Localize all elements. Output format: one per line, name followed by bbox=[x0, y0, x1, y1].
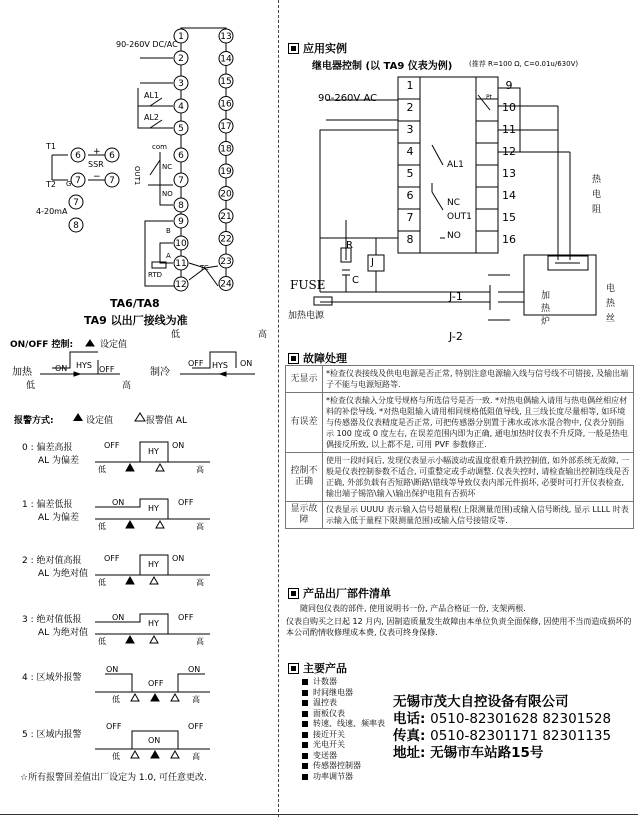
svg-text:高: 高 bbox=[192, 695, 200, 704]
svg-text:22: 22 bbox=[220, 234, 232, 245]
com-label: com bbox=[152, 143, 167, 151]
product-item bbox=[302, 698, 385, 709]
out1-label: OUT1 bbox=[133, 166, 141, 186]
product-label: 面板仪表 bbox=[313, 708, 345, 718]
bullet-icon bbox=[302, 742, 308, 748]
app-terminal-4: 4 bbox=[406, 145, 414, 158]
bullet-icon bbox=[302, 753, 308, 759]
svg-text:12: 12 bbox=[175, 280, 187, 290]
square-bullet-icon bbox=[288, 353, 299, 364]
svg-text:6: 6 bbox=[75, 151, 81, 161]
fault-row bbox=[286, 453, 634, 502]
svg-text:OFF: OFF bbox=[188, 359, 204, 368]
ssr-label: SSR bbox=[88, 160, 104, 169]
rtd-label: RTD bbox=[148, 271, 163, 279]
factory-title: 产品出厂部件清单 bbox=[303, 587, 391, 600]
svg-text:16: 16 bbox=[220, 99, 232, 110]
svg-text:低: 低 bbox=[112, 752, 120, 761]
app-heater-power: 加热电源 bbox=[288, 311, 325, 321]
alarm-mode-1-name: 1 : 偏差低报 bbox=[22, 500, 73, 510]
app-terminal-9: 9 bbox=[505, 79, 513, 92]
svg-text:1: 1 bbox=[178, 32, 184, 42]
alarm-mode-1-sub: AL 为偏差 bbox=[38, 513, 80, 523]
product-item bbox=[302, 761, 385, 772]
svg-text:ON: ON bbox=[106, 665, 119, 674]
svg-text:HY: HY bbox=[148, 619, 159, 628]
onoff-setpoint: 设定值 bbox=[100, 340, 128, 350]
heat-high: 高 bbox=[122, 381, 132, 391]
app-r: R bbox=[346, 240, 353, 251]
alarm-chart-4 bbox=[95, 665, 210, 704]
svg-text:高: 高 bbox=[196, 578, 204, 587]
products-title: 主要产品 bbox=[303, 662, 347, 675]
alarm-chart-5 bbox=[95, 722, 210, 761]
alarm-title: 报警方式: bbox=[14, 416, 54, 426]
app-al1: AL1 bbox=[447, 160, 464, 170]
onoff-title: ON/OFF 控制: bbox=[10, 340, 74, 350]
app-terminal-10: 10 bbox=[502, 101, 516, 114]
svg-text:19: 19 bbox=[220, 167, 232, 177]
company-addr-row bbox=[393, 745, 633, 762]
svg-text:23: 23 bbox=[220, 257, 232, 267]
ssr-plus: + bbox=[93, 147, 101, 157]
alarm-al: 报警值 AL bbox=[146, 416, 188, 426]
svg-text:ON: ON bbox=[112, 498, 125, 507]
app-rtd: 热电阻 bbox=[592, 175, 602, 215]
alarm-chart-3 bbox=[95, 613, 210, 646]
alarm-chart-1 bbox=[95, 498, 210, 531]
svg-text:ON: ON bbox=[240, 359, 253, 368]
app-terminal-3: 3 bbox=[406, 123, 414, 136]
app-terminal-8: 8 bbox=[406, 233, 414, 246]
svg-text:7: 7 bbox=[109, 176, 115, 186]
svg-text:24: 24 bbox=[220, 279, 232, 290]
fault-table bbox=[285, 365, 634, 529]
app-heater-wire: 电热丝 bbox=[606, 284, 616, 324]
bullet-icon bbox=[302, 732, 308, 738]
products-heading bbox=[288, 660, 347, 676]
addr-label: 地址: bbox=[393, 745, 426, 761]
product-item bbox=[302, 688, 385, 699]
svg-text:20: 20 bbox=[220, 189, 232, 200]
app-terminal-7: 7 bbox=[406, 211, 414, 224]
bullet-icon bbox=[302, 711, 308, 717]
product-item bbox=[302, 740, 385, 751]
alarm-mode-0-name: 0 : 偏差高报 bbox=[22, 443, 73, 453]
svg-text:7: 7 bbox=[75, 176, 81, 186]
svg-text:8: 8 bbox=[73, 221, 79, 231]
svg-text:HYS: HYS bbox=[76, 361, 92, 370]
svg-text:高: 高 bbox=[196, 637, 204, 646]
product-label: 光电开关 bbox=[313, 740, 345, 749]
product-item bbox=[302, 709, 385, 720]
svg-text:OFF: OFF bbox=[99, 365, 115, 374]
svg-text:3: 3 bbox=[178, 79, 184, 89]
alarm-mode-3-sub: AL 为绝对值 bbox=[38, 628, 89, 638]
nc-label: NC bbox=[162, 163, 173, 171]
app-j2: J-2 bbox=[449, 330, 463, 343]
app-terminal-16: 16 bbox=[502, 233, 516, 246]
product-label: 计数器 bbox=[313, 677, 337, 686]
alarm-setpoint: 设定值 bbox=[86, 416, 114, 426]
onoff-high-top: 高 bbox=[258, 330, 268, 340]
svg-text:高: 高 bbox=[196, 522, 204, 531]
company-phone-row bbox=[393, 711, 633, 728]
alarm-chart-0 bbox=[95, 441, 210, 474]
svg-text:21: 21 bbox=[220, 212, 232, 222]
svg-text:ON: ON bbox=[55, 364, 68, 373]
svg-text:OFF: OFF bbox=[104, 441, 120, 450]
svg-text:15: 15 bbox=[220, 77, 232, 87]
fax-value: 0510-82301171 82301135 bbox=[430, 728, 612, 744]
factory-text2: 仪表自购买之日起 12 月内, 因制造质量发生故障由本单位负责全面保修, 因使用不当而造成损坏的本公司酌情收修理成本费, 仪表可终身保修. bbox=[286, 617, 632, 637]
product-label: 接近开关 bbox=[313, 729, 345, 739]
svg-text:OFF: OFF bbox=[104, 554, 120, 563]
model-label: TA6/TA8 bbox=[110, 297, 160, 310]
heat-label: 加热 bbox=[12, 367, 32, 378]
fax-label: 传真: bbox=[393, 728, 426, 744]
alarm-mode-3-name: 3 : 绝对值低报 bbox=[22, 615, 82, 625]
svg-text:6: 6 bbox=[109, 151, 115, 161]
square-bullet-icon bbox=[288, 43, 299, 54]
app-no: NO bbox=[447, 231, 461, 241]
app-terminal-1: 1 bbox=[406, 79, 414, 92]
svg-text:10: 10 bbox=[175, 239, 187, 249]
app-out1: OUT1 bbox=[447, 212, 472, 222]
company-block bbox=[393, 694, 633, 762]
svg-text:11: 11 bbox=[175, 259, 187, 269]
product-label: 温控表 bbox=[313, 698, 337, 707]
fault-row bbox=[286, 502, 634, 529]
svg-text:18: 18 bbox=[220, 144, 232, 155]
bullet-icon bbox=[302, 679, 308, 685]
al1-label: AL1 bbox=[144, 91, 160, 100]
app-fuse: FUSE bbox=[290, 278, 326, 292]
product-label: 传感器控制器 bbox=[313, 761, 361, 770]
svg-text:ON: ON bbox=[172, 554, 185, 563]
svg-text:4: 4 bbox=[178, 102, 184, 112]
app-j1: J-1 bbox=[449, 290, 463, 303]
fault-value: 仪表显示 UUUU 表示输入信号超量程(上限测量范围)或输入信号断线, 显示 LLLL 时表示输入低于量程下限测量范围)或输入信号接错反等. bbox=[323, 502, 634, 529]
ssr-minus: − bbox=[93, 172, 101, 182]
fault-row bbox=[286, 366, 634, 393]
g-label: G bbox=[66, 180, 72, 188]
factory-text1: 随同包仪表的部件, 使用说明书一份, 产品合格证一份, 支架两根. bbox=[300, 604, 526, 613]
app-note: (推荐 R=100 Ω, C=0.01u/630V) bbox=[469, 60, 579, 68]
app-c: C bbox=[352, 275, 359, 286]
app-j: J bbox=[371, 257, 374, 268]
alarm-chart-2 bbox=[95, 554, 210, 587]
wiring-caption: TA9 以出厂接线为准 bbox=[84, 314, 188, 327]
svg-text:ON: ON bbox=[188, 665, 201, 674]
fault-value: *检查仪表输入分度号规格与所选信号是否一致. *对热电偶输入请用与热电偶丝相应材料的补偿导线. *对热电阻输入请用相同规格低阻值导线, 且三线长度尽量相等, 如环境与传感器及仪表精度是否正常, 可把传感器分别置于沸水或冰水混合物中, 仪表分别指示 100 度或 0 度左右, 在误差范围内即为正确, 通电加热时仪表不升反降, 一般是热电偶接反所致, 以上都不是, 可用 PVF 参数修正. bbox=[323, 393, 634, 453]
svg-text:8: 8 bbox=[178, 201, 184, 211]
fault-key: 显示故障 bbox=[286, 502, 323, 529]
t1-label: T1 bbox=[46, 142, 56, 151]
fault-title: 故障处理 bbox=[303, 352, 347, 365]
app-pt: Pt bbox=[486, 94, 492, 101]
product-item bbox=[302, 772, 385, 783]
product-item bbox=[302, 677, 385, 688]
product-label: 时间继电器 bbox=[313, 687, 353, 697]
svg-text:低: 低 bbox=[112, 695, 120, 704]
app-subtitle: 继电器控制 (以 TA9 仪表为例) bbox=[312, 61, 453, 72]
svg-text:OFF: OFF bbox=[148, 679, 164, 688]
alarm-mode-4-name: 4 : 区域外报警 bbox=[22, 673, 82, 683]
svg-text:HYS: HYS bbox=[212, 361, 228, 370]
alarm-mode-5-name: 5 : 区域内报警 bbox=[22, 730, 82, 740]
app-furnace: 加热炉 bbox=[541, 291, 551, 327]
svg-text:6: 6 bbox=[178, 151, 184, 161]
phone-value: 0510-82301628 82301528 bbox=[430, 711, 612, 727]
alarm-mode-2-sub: AL 为绝对值 bbox=[38, 569, 89, 579]
fault-key: 无显示 bbox=[286, 366, 323, 393]
tc-label: TC bbox=[200, 264, 209, 272]
bullet-icon bbox=[302, 700, 308, 706]
supply-label: 90-260V DC/AC bbox=[116, 40, 178, 49]
products-list bbox=[302, 677, 385, 782]
app-heading bbox=[288, 40, 347, 56]
svg-text:17: 17 bbox=[220, 122, 232, 132]
bullet-icon bbox=[302, 690, 308, 696]
svg-text:9: 9 bbox=[178, 217, 184, 227]
svg-text:高: 高 bbox=[192, 752, 200, 761]
no-label: NO bbox=[162, 190, 173, 198]
bullet-icon bbox=[302, 763, 308, 769]
svg-text:2: 2 bbox=[178, 54, 184, 64]
company-name: 无锡市茂大自控设备有限公司 bbox=[393, 694, 569, 710]
a-label: A bbox=[166, 252, 171, 260]
fault-heading bbox=[288, 350, 347, 366]
b-label: B bbox=[166, 227, 171, 235]
app-title: 应用实例 bbox=[303, 42, 347, 55]
product-label: 变送器 bbox=[313, 750, 337, 760]
app-terminal-2: 2 bbox=[406, 101, 414, 114]
fault-key: 有误差 bbox=[286, 393, 323, 453]
svg-text:7: 7 bbox=[178, 176, 184, 186]
svg-text:HY: HY bbox=[148, 504, 159, 513]
app-terminal-11: 11 bbox=[502, 123, 516, 136]
t2-label: T2 bbox=[46, 180, 56, 189]
app-nc: NC bbox=[447, 198, 461, 208]
app-terminal-15: 15 bbox=[502, 211, 516, 224]
svg-text:低: 低 bbox=[98, 637, 106, 646]
product-label: 转速、线速、频率表 bbox=[313, 719, 385, 728]
phone-label: 电话: bbox=[393, 711, 426, 727]
column-divider bbox=[278, 0, 279, 817]
svg-text:7: 7 bbox=[73, 198, 79, 208]
svg-text:低: 低 bbox=[98, 465, 106, 474]
svg-text:HY: HY bbox=[148, 447, 159, 456]
product-item bbox=[302, 730, 385, 741]
alarm-mode-0-sub: AL 为偏差 bbox=[38, 456, 80, 466]
product-label: 功率调节器 bbox=[313, 771, 353, 781]
fault-key: 控制不正确 bbox=[286, 453, 323, 502]
svg-text:ON: ON bbox=[172, 441, 185, 450]
square-bullet-icon bbox=[288, 588, 299, 599]
svg-text:13: 13 bbox=[220, 32, 232, 42]
heat-low: 低 bbox=[26, 381, 36, 391]
alarm-note: ☆所有报警回差值出厂设定为 1.0, 可任意更改. bbox=[20, 773, 207, 783]
svg-text:HY: HY bbox=[148, 560, 159, 569]
alarm-mode-2-name: 2 : 绝对值高报 bbox=[22, 556, 82, 566]
fault-value: 使用一段时间后, 发现仪表显示小幅波动或温度很难升跌控制值, 如外部系统无故障, 一般是仪表控制参数不适合, 可重整定或手动调整. 仪表失控时, 请检查输出控制连线是否正确, 外部负载有否短路\断路\错线等导致仪表内部元件损坏, 必要时可打开仪表检查, 输出端子锡箔\输入\输出保护电阻有否损坏 bbox=[323, 453, 634, 502]
addr-value: 无锡市车站路15号 bbox=[430, 745, 544, 761]
product-item bbox=[302, 719, 385, 730]
al2-label: AL2 bbox=[144, 113, 160, 122]
app-terminal-13: 13 bbox=[502, 167, 516, 180]
bullet-icon bbox=[302, 774, 308, 780]
square-bullet-icon bbox=[288, 663, 299, 674]
app-supply: 90-260V AC bbox=[318, 93, 378, 104]
svg-text:OFF: OFF bbox=[178, 613, 194, 622]
app-terminal-12: 12 bbox=[502, 145, 516, 158]
svg-text:低: 低 bbox=[98, 578, 106, 587]
svg-text:ON: ON bbox=[112, 613, 125, 622]
svg-text:高: 高 bbox=[196, 465, 204, 474]
onoff-low-top: 低 bbox=[171, 330, 181, 340]
fault-value: *检查仪表接线及供电电源是否正常, 特别注意电源输入线与信号线不可错接, 及输出端子不能与电源短路等. bbox=[323, 366, 634, 393]
company-fax-row bbox=[393, 728, 633, 745]
product-item bbox=[302, 751, 385, 762]
svg-text:ON: ON bbox=[148, 736, 161, 745]
cool-label: 制冷 bbox=[150, 367, 170, 378]
ma-label: 4-20mA bbox=[36, 207, 68, 216]
fault-row bbox=[286, 393, 634, 453]
app-terminal-6: 6 bbox=[406, 189, 414, 202]
svg-text:OFF: OFF bbox=[178, 498, 194, 507]
svg-text:OFF: OFF bbox=[106, 722, 122, 731]
bullet-icon bbox=[302, 721, 308, 727]
alarm-charts bbox=[0, 0, 278, 817]
svg-text:14: 14 bbox=[220, 54, 232, 65]
svg-text:OFF: OFF bbox=[188, 722, 204, 731]
app-terminal-5: 5 bbox=[406, 167, 414, 180]
svg-text:低: 低 bbox=[98, 522, 106, 531]
factory-heading bbox=[288, 585, 391, 601]
app-terminal-14: 14 bbox=[502, 189, 516, 202]
svg-text:5: 5 bbox=[178, 124, 184, 134]
